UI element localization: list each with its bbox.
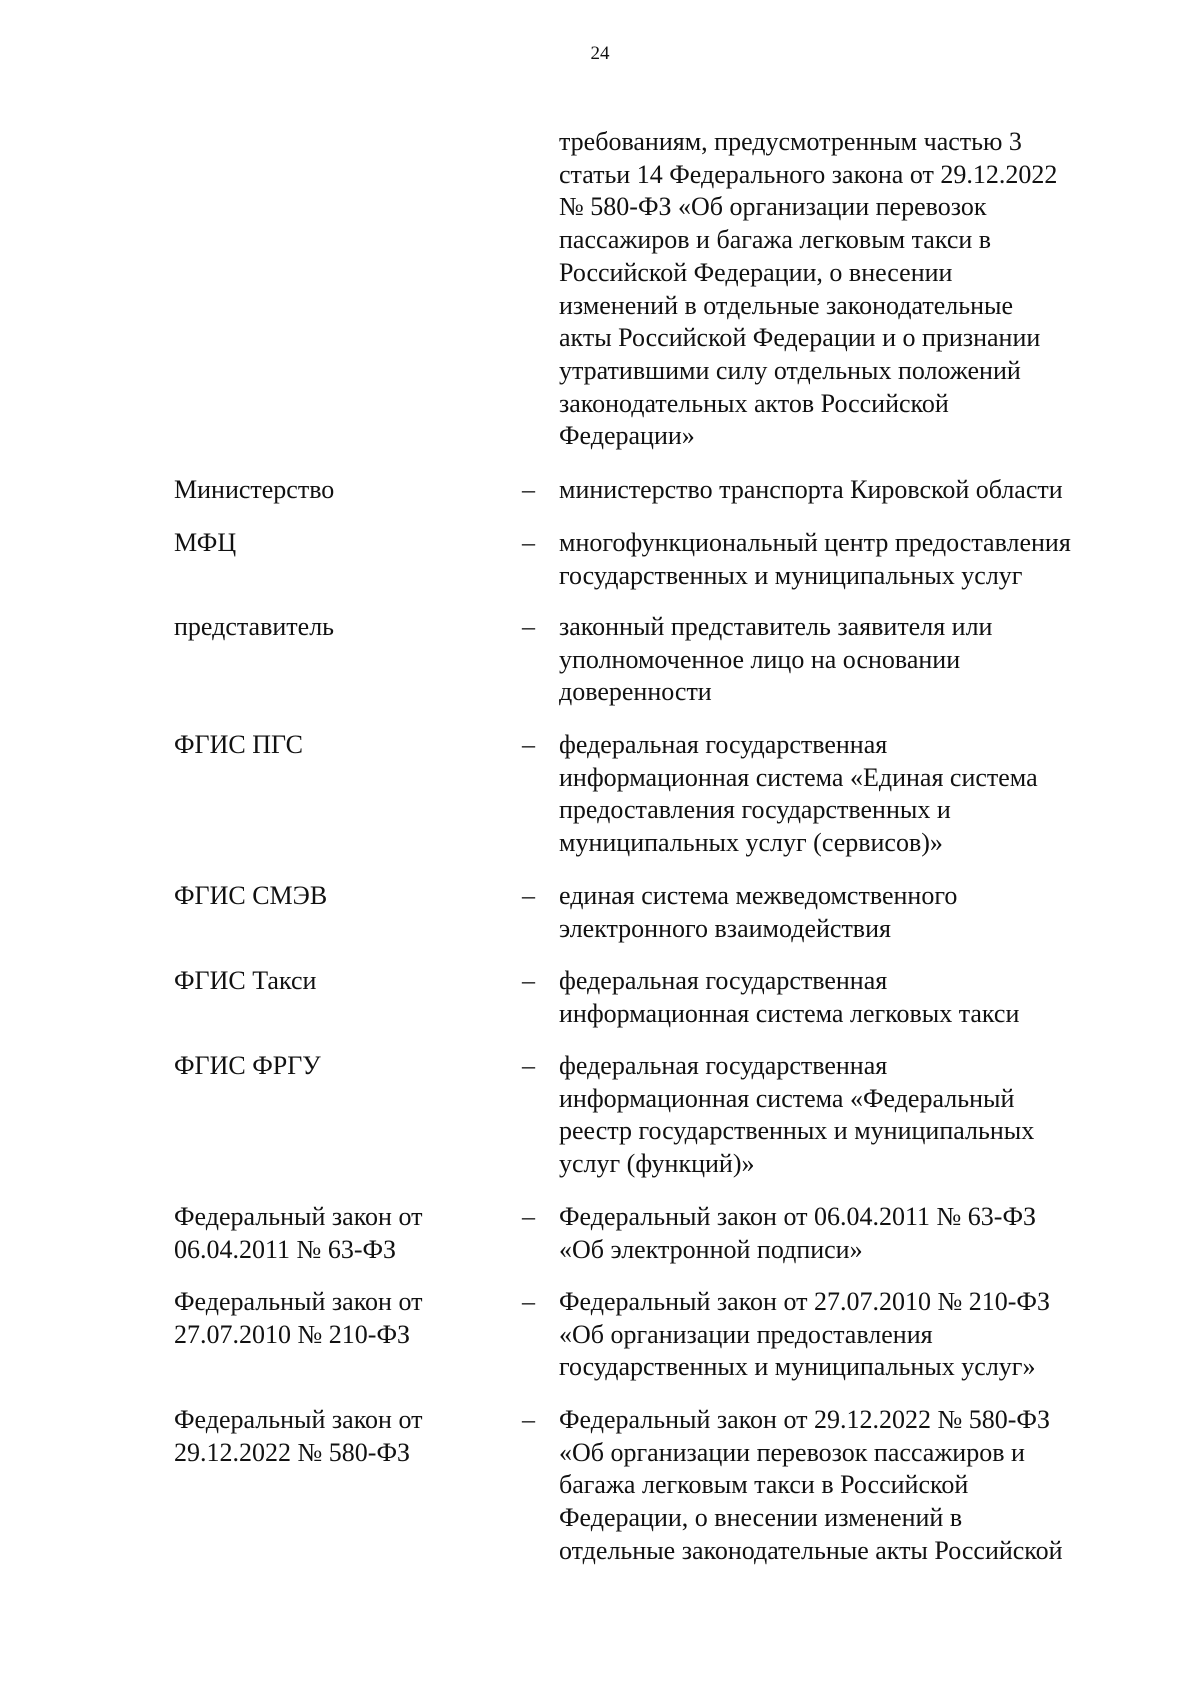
definition-line: государственных и муниципальных услуг»: [559, 1352, 1036, 1382]
intro-line: Российской Федерации, о внесении: [559, 257, 953, 287]
definition-line: доверенности: [559, 677, 712, 707]
term: [174, 965, 494, 998]
definition: [559, 880, 1139, 945]
definition-line: законный представитель заявителя или: [559, 612, 993, 641]
definition: [559, 1050, 1139, 1181]
definition: [559, 527, 1139, 592]
term-line: ФГИС ФРГУ: [174, 1051, 321, 1080]
dash: –: [522, 1202, 535, 1231]
term-line: представитель: [174, 612, 335, 641]
term-line: Министерство: [174, 475, 335, 504]
definition: [559, 1286, 1139, 1384]
term: [174, 1286, 494, 1351]
definition-line: государственных и муниципальных услуг: [559, 560, 1023, 590]
definition-line: электронного взаимодействия: [559, 913, 891, 943]
definition-line: федеральная государственная: [559, 1051, 888, 1080]
definition-line: «Об организации перевозок пассажиров и: [559, 1437, 1025, 1467]
intro-line: требованиям, предусмотренным частью 3: [559, 127, 1022, 156]
definition-line: реестр государственных и муниципальных: [559, 1116, 1035, 1146]
definition-line: многофункциональный центр предоставления: [559, 528, 1071, 557]
term: [174, 1201, 494, 1266]
definition-line: федеральная государственная: [559, 730, 888, 759]
dash: –: [522, 730, 535, 759]
dash: –: [522, 1051, 535, 1080]
term-line: Федеральный закон от: [174, 1287, 423, 1316]
definition-line: Федеральный закон от 27.07.2010 № 210-ФЗ: [559, 1287, 1050, 1316]
dash: –: [522, 528, 535, 557]
dash: –: [522, 1287, 535, 1316]
definition-line: багажа легковым такси в Российской: [559, 1470, 969, 1500]
dash: –: [522, 1405, 535, 1434]
term-line: Федеральный закон от: [174, 1202, 423, 1231]
definition: [559, 1404, 1139, 1568]
definition: [559, 611, 1139, 709]
definition-line: «Об электронной подписи»: [559, 1234, 863, 1264]
definition: [559, 1201, 1139, 1266]
definition-line: уполномоченное лицо на основании: [559, 644, 961, 674]
term: [174, 1404, 494, 1469]
intro-line: изменений в отдельные законодательные: [559, 290, 1014, 320]
term: [174, 880, 494, 913]
term-line: ФГИС Такси: [174, 966, 317, 995]
definition-line: информационная система «Федеральный: [559, 1083, 1015, 1113]
dash: –: [522, 881, 535, 910]
definition-line: Федеральный закон от 29.12.2022 № 580-ФЗ: [559, 1405, 1050, 1434]
dash: –: [522, 966, 535, 995]
term: [174, 474, 494, 507]
definition-line: услуг (функций)»: [559, 1149, 755, 1179]
term-line: ФГИС ПГС: [174, 730, 303, 759]
term-line: Федеральный закон от: [174, 1405, 423, 1434]
dash: –: [522, 612, 535, 641]
term-line: 06.04.2011 № 63-ФЗ: [174, 1234, 397, 1264]
definition-line: министерство транспорта Кировской области: [559, 475, 1063, 504]
dash: –: [522, 475, 535, 504]
term-line: 27.07.2010 № 210-ФЗ: [174, 1319, 411, 1349]
intro-line: № 580-ФЗ «Об организации перевозок: [559, 192, 987, 222]
definition-line: предоставления государственных и: [559, 795, 951, 825]
intro-line: статьи 14 Федерального закона от 29.12.2022: [559, 159, 1058, 189]
intro-line: законодательных актов Российской: [559, 388, 949, 418]
term: [174, 611, 494, 644]
definition: [559, 729, 1139, 860]
term-line: МФЦ: [174, 528, 237, 557]
definition-line: Федерации, о внесении изменений в: [559, 1503, 963, 1533]
definition-line: информационная система «Единая система: [559, 762, 1038, 792]
definition-line: информационная система легковых такси: [559, 998, 1020, 1028]
definition-line: Федеральный закон от 06.04.2011 № 63-ФЗ: [559, 1202, 1037, 1231]
page-number: 24: [590, 43, 610, 64]
term: [174, 527, 494, 560]
definition: [559, 965, 1139, 1030]
definition-line: федеральная государственная: [559, 966, 888, 995]
term: [174, 729, 494, 762]
definition-line: муниципальных услуг (сервисов)»: [559, 828, 943, 858]
definition-line: «Об организации предоставления: [559, 1319, 933, 1349]
intro-line: пассажиров и багажа легковым такси в: [559, 225, 992, 255]
definition-line: единая система межведомственного: [559, 881, 958, 910]
definition-line: отдельные законодательные акты Российской: [559, 1535, 1063, 1565]
term: [174, 1050, 494, 1083]
term-line: ФГИС СМЭВ: [174, 881, 328, 910]
intro-paragraph: [559, 126, 1119, 453]
intro-line: утратившими силу отдельных положений: [559, 355, 1021, 385]
definition: [559, 474, 1139, 507]
term-line: 29.12.2022 № 580-ФЗ: [174, 1437, 411, 1467]
intro-line: Федерации»: [559, 421, 695, 451]
intro-line: акты Российской Федерации и о признании: [559, 323, 1041, 353]
